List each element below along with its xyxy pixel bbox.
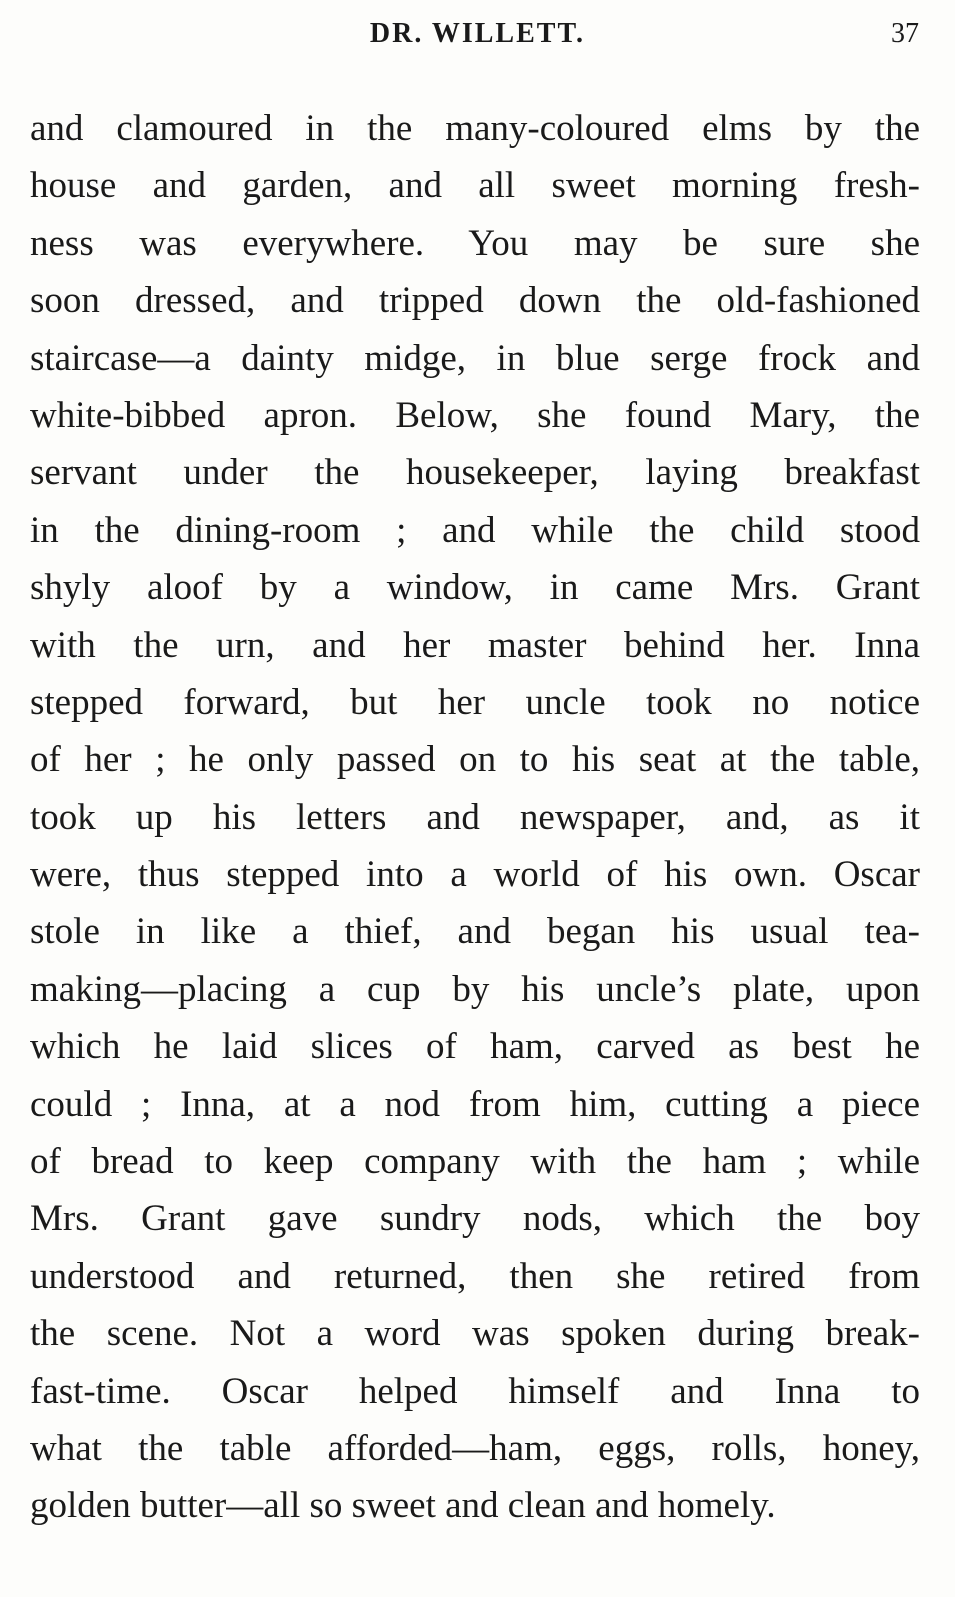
text-line: and clamoured in the many-coloured elms by the [30, 108, 920, 149]
text-line: white-bibbed apron. Below, she found Mary, the [30, 394, 920, 436]
text-line: making—placing a cup by his uncle’s plate, upon [30, 968, 920, 1010]
text-line: which he laid slices of ham, carved as best he [30, 1026, 920, 1068]
text-line: golden butter—all so sweet and clean and homely. [30, 1485, 776, 1527]
text-line: servant under the housekeeper, laying breakfast [30, 452, 920, 494]
text-line: house and garden, and all sweet morning fresh- [30, 165, 920, 207]
text-line: were, thus stepped into a world of his own. Oscar [30, 854, 920, 896]
text-line: what the table afforded—ham, eggs, rolls, honey, [30, 1427, 920, 1469]
text-line: shyly aloof by a window, in came Mrs. Grant [30, 567, 920, 609]
text-line: soon dressed, and tripped down the old-fashioned [30, 280, 920, 322]
text-line: fast-time. Oscar helped himself and Inna to [30, 1370, 920, 1412]
text-line: ness was everywhere. You may be sure she [30, 222, 920, 264]
text-line: staircase—a dainty midge, in blue serge frock and [30, 337, 920, 379]
body-text [30, 100, 920, 1535]
text-line: of bread to keep company with the ham ; while [30, 1141, 920, 1183]
text-line: the scene. Not a word was spoken during break- [30, 1313, 920, 1355]
running-head [30, 18, 925, 58]
text-line: took up his letters and newspaper, and, as it [30, 796, 920, 838]
text-line: stepped forward, but her uncle took no notice [30, 681, 920, 723]
text-line: with the urn, and her master behind her. Inna [30, 624, 920, 666]
text-line: of her ; he only passed on to his seat at the table, [30, 739, 920, 781]
text-line: could ; Inna, at a nod from him, cutting a piece [30, 1083, 920, 1125]
page-number: 37 [891, 18, 919, 49]
running-title: DR. WILLETT. [369, 18, 586, 49]
text-line: understood and returned, then she retired from [30, 1255, 920, 1297]
text-line: stole in like a thief, and began his usual tea- [30, 911, 920, 953]
text-line: Mrs. Grant gave sundry nods, which the boy [30, 1198, 920, 1240]
text-line: in the dining-room ; and while the child stood [30, 509, 920, 551]
